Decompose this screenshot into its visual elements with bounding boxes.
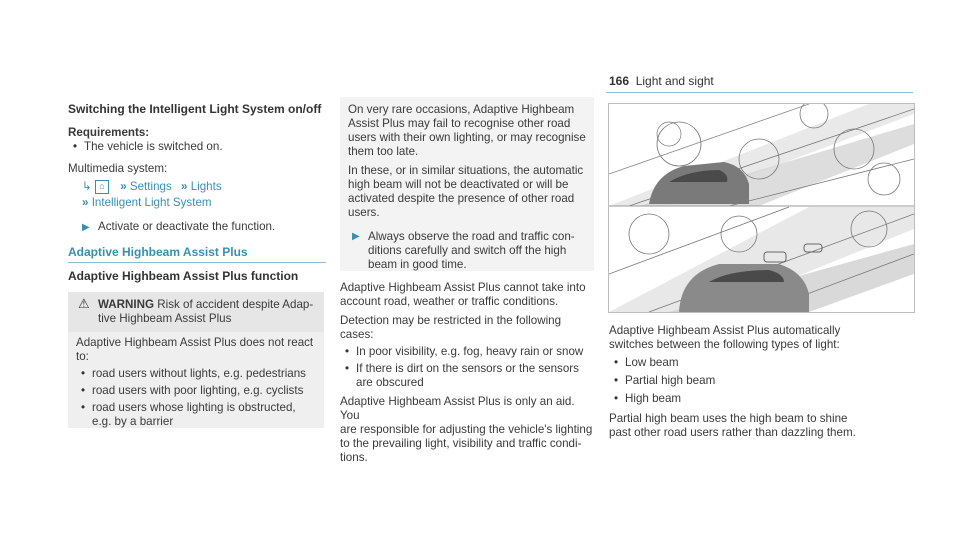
detection-item-2-line1: If there is dirt on the sensors or the sensors [356,362,579,375]
col2-p3-line: tions. [340,451,368,464]
requirements-label: Requirements: [68,126,150,139]
col3-intro [609,324,914,352]
header-rule [606,92,913,93]
warning-item [76,401,316,429]
chevron-right-icon: » [181,180,188,194]
bottom-panel [609,207,914,312]
enter-arrow-icon: ↳ [82,180,92,194]
section-rule [68,262,326,263]
light-type-item: • Low beam [609,356,914,370]
light-type-item: • High beam [609,392,914,406]
col2-p3-line: Adaptive Highbeam Assist Plus is only an aid. You [340,395,575,422]
col2-paragraph-3 [340,395,596,465]
col3-p-line: Partial high beam uses the high beam to shine [609,412,848,425]
col2-p1-line: Adaptive Highbeam Assist Plus cannot take into [340,281,586,294]
warning-header [68,292,324,332]
box-p1-line: On very rare occasions, Adaptive Highbeam [348,103,575,116]
box-paragraph-1 [348,103,586,159]
col3-p-line: past other road users rather than dazzling them. [609,426,856,439]
page-header [609,74,714,88]
col3-intro-line: switches between the following types of light: [609,338,840,351]
col2-p2-line: cases: [340,328,374,341]
box-p2-line: In these, or in similar situations, the automatic [348,164,584,177]
box-p1-line: Assist Plus may fail to recognise other road [348,117,571,130]
col2-p3-line: are responsible for adjusting the vehicle's lighting [340,423,593,436]
light-type-item: • Partial high beam [609,374,914,388]
box-p1-line: users with their own lighting, or may recognise [348,131,586,144]
multimedia-label: Multimedia system: [68,162,168,175]
box-instruction-line: Always observe the road and traffic con- [368,230,575,243]
intelligent-light-system-link[interactable]: Intelligent Light System [91,196,212,210]
col3-paragraph [609,412,914,440]
box-paragraph-2 [348,164,586,220]
col2-paragraph-1 [340,281,596,309]
info-box [340,97,594,271]
column-1 [68,102,326,235]
detection-item: • In poor visibility, e.g. fog, heavy rain or snow [340,345,596,359]
highbeam-illustration [608,103,915,313]
play-triangle-icon: ▶ [82,222,90,234]
illustration-svg [609,104,914,312]
warning-text-2: tive Highbeam Assist Plus [98,312,232,325]
section-title: Light and sight [635,74,714,88]
function-heading: Adaptive Highbeam Assist Plus function [68,269,299,283]
warning-item: • road users with poor lighting, e.g. cyclists [76,384,316,398]
column-3-text [609,324,914,440]
instruction-step [68,220,326,235]
warning-intro-2: to: [76,350,89,363]
col2-paragraph-2 [340,314,596,342]
warning-item-3-line2: e.g. by a barrier [92,415,174,428]
box-instruction-line: ditions carefully and switch off the high [368,244,567,257]
warning-intro-1: Adaptive Highbeam Assist Plus does not react [76,336,314,349]
warning-text-1: Risk of accident despite Adap- [157,298,314,311]
warning-item-3-line1: road users whose lighting is obstructed, [92,401,296,414]
settings-link[interactable]: Settings [129,180,172,194]
navigation-path-2 [68,196,326,210]
col3-intro-line: Adaptive Highbeam Assist Plus automatically [609,324,841,337]
requirement-item: • The vehicle is switched on. [68,140,326,154]
box-p2-line: users. [348,206,380,219]
navigation-path [68,180,326,194]
chevron-right-icon: » [82,196,89,210]
warning-box [68,292,324,428]
box-p2-line: activated despite the presence of other road [348,192,575,205]
detection-item-2-line2: are obscured [356,376,424,389]
col2-p1-line: account road, weather or traffic conditions. [340,295,559,308]
warning-item: • road users without lights, e.g. pedestrians [76,367,316,381]
top-panel [609,104,914,206]
home-icon[interactable]: ⌂ [95,180,109,194]
lights-link[interactable]: Lights [190,180,222,194]
column-2-text [340,281,596,465]
box-instruction [348,230,586,272]
box-p2-line: high beam will not be deactivated or will be [348,178,569,191]
col2-p3-line: to the prevailing light, visibility and traffic condi- [340,437,582,450]
chevron-right-icon: » [120,180,127,194]
box-instruction-line: beam in good time. [368,258,467,271]
detection-item [340,362,596,390]
warning-label: WARNING [98,298,155,311]
play-triangle-icon: ▶ [352,231,360,242]
box-p1-line: them too late. [348,145,419,158]
warning-triangle-icon: ⚠ [78,296,90,311]
adaptive-highbeam-section-heading: Adaptive Highbeam Assist Plus [68,245,248,259]
col2-p2-line: Detection may be restricted in the following [340,314,562,327]
page-number: 166 [609,74,630,88]
switching-title: Switching the Intelligent Light System on/off [68,102,322,116]
instruction-text: Activate or deactivate the function. [98,220,276,234]
